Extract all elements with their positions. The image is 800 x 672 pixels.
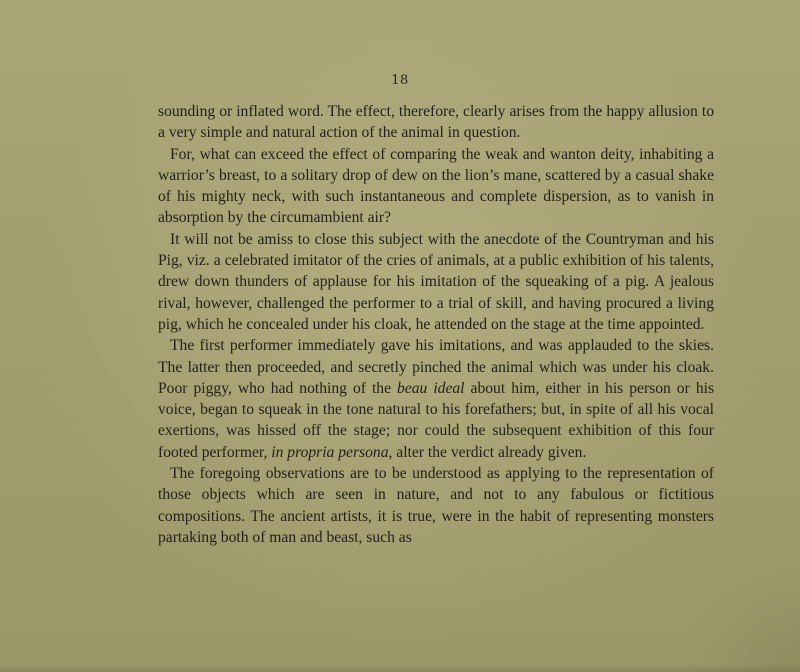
page-number: 18 [391,73,409,88]
page-bottom-edge [0,664,800,672]
paragraph-4-part-1: The first performer immediately gave his imitations, and was applauded to the skies. The latter then proceeded, and secretly pinched the animal which was under his cloak. Poor piggy, who had nothing of the [158,337,714,397]
paragraph-4-part-2: about him, either in his person or his voice, began to squeak in the tone natural to his forefathers; but, in spite of all his vocal exertions, was hissed off the stage; nor could the subsequent exhibition of this four footed performer, [158,379,715,461]
paragraph-1: sounding or inflated word. The effect, therefore, clearly arises from the happy allusion to a very simple and natural action of the animal in question. [158,103,714,142]
italic-beau-ideal: beau ideal [397,379,465,397]
italic-propria-persona: in propria persona [271,443,389,461]
paper-stain [680,562,800,672]
body-text [158,101,714,548]
paragraph-2: For, what can exceed the effect of comparing the weak and wanton deity, inhabiting a warrior’s breast, to a solitary drop of dew on the lion’s mane, scattered by a casual shake of his mighty neck, with such instantaneous and complete dispersion, as to vanish in absorption by the circumambient air? [158,145,714,227]
paragraph-4-part-3: , alter the verdict already given. [388,443,587,461]
paragraph-3: It will not be amiss to close this subject with the anecdote of the Countryman and his Pig, viz. a celebrated imitator of the cries of animals, at a public exhibition of his talents, drew down thunders of applause for his imitation of the squeaking of a pig. A jealous rival, however, challenged the performer to a trial of skill, and having procured a living pig, which he concealed under his cloak, he attended on the stage at the time appointed. [158,230,714,333]
paragraph-4 [158,335,714,463]
paragraph-5: The foregoing observations are to be understood as applying to the representation of those objects which are seen in nature, and not to any fabulous or fictitious compositions. The ancient artists, it is true, were in the habit of representing monsters partaking both of man and beast, such as [158,465,714,546]
